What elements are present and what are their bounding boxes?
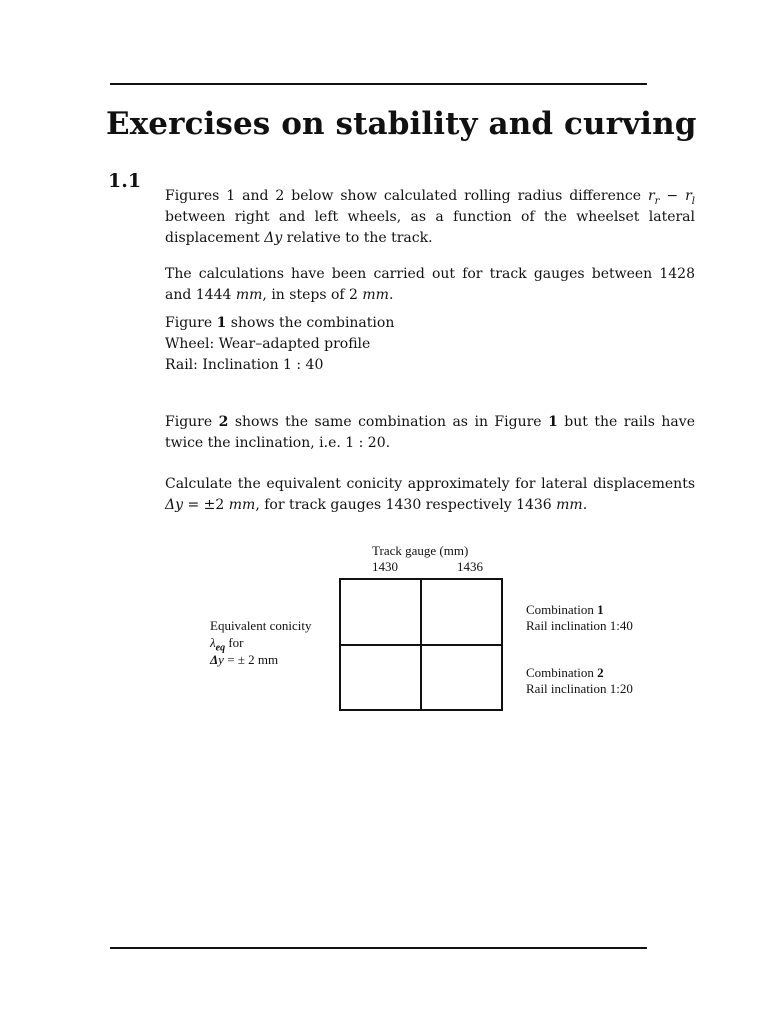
grid-cell-combo2-1436 [421,645,502,711]
paragraph-calculations: The calculations have been carried out for track gauges between 1428 and 1444 mm, in steps of 2 mm. [165,266,695,303]
figure-caption: Track gauge (mm) [372,543,469,558]
combination-2-label: Combination 2 Rail inclination 1:20 [526,665,633,696]
conicity-label [210,617,311,668]
conicity-label-line3: Δy = ± 2 mm [210,652,279,667]
section-number: 1.1 [108,170,142,192]
gauge-label-1430: 1430 [372,559,398,574]
paragraph-combination [165,313,695,375]
grid-cell-combo1-1430 [340,579,421,645]
answer-grid [339,578,503,711]
page-title: Exercises on stability and curving [106,106,697,142]
combination-1-label: Combination 1 Rail inclination 1:40 [526,602,633,633]
combination-line-rail: Rail: Inclination 1 : 40 [165,356,324,373]
grid-cell-combo1-1436 [421,579,502,645]
paragraph-task: Calculate the equivalent conicity approximately for lateral displacements Δy = ±2 mm, for track gauges 1430 respectively 1436 mm. [165,476,695,513]
conicity-label-line2: $\lambda_{eq}$ for [210,635,244,654]
gauge-label-1436: 1436 [457,559,483,574]
combination-line-wheel: Wheel: Wear–adapted profile [165,335,371,352]
grid-cell-combo2-1430 [340,645,421,711]
combination-line-figure: Figure 1 shows the combination [165,315,395,331]
bottom-rule [110,947,647,949]
paragraph-intro: Figures 1 and 2 below show calculated rolling radius difference $r_r - r_l$ between right and left wheels, as a function of the wheelset lateral displacement Δy relative to the track. [165,188,695,246]
top-rule [110,83,647,85]
conicity-label-line1: Equivalent conicity [210,618,312,633]
paragraph-figure2: Figure 2 shows the same combination as in Figure 1 but the rails have twice the inclination, i.e. 1 : 20. [165,414,695,451]
